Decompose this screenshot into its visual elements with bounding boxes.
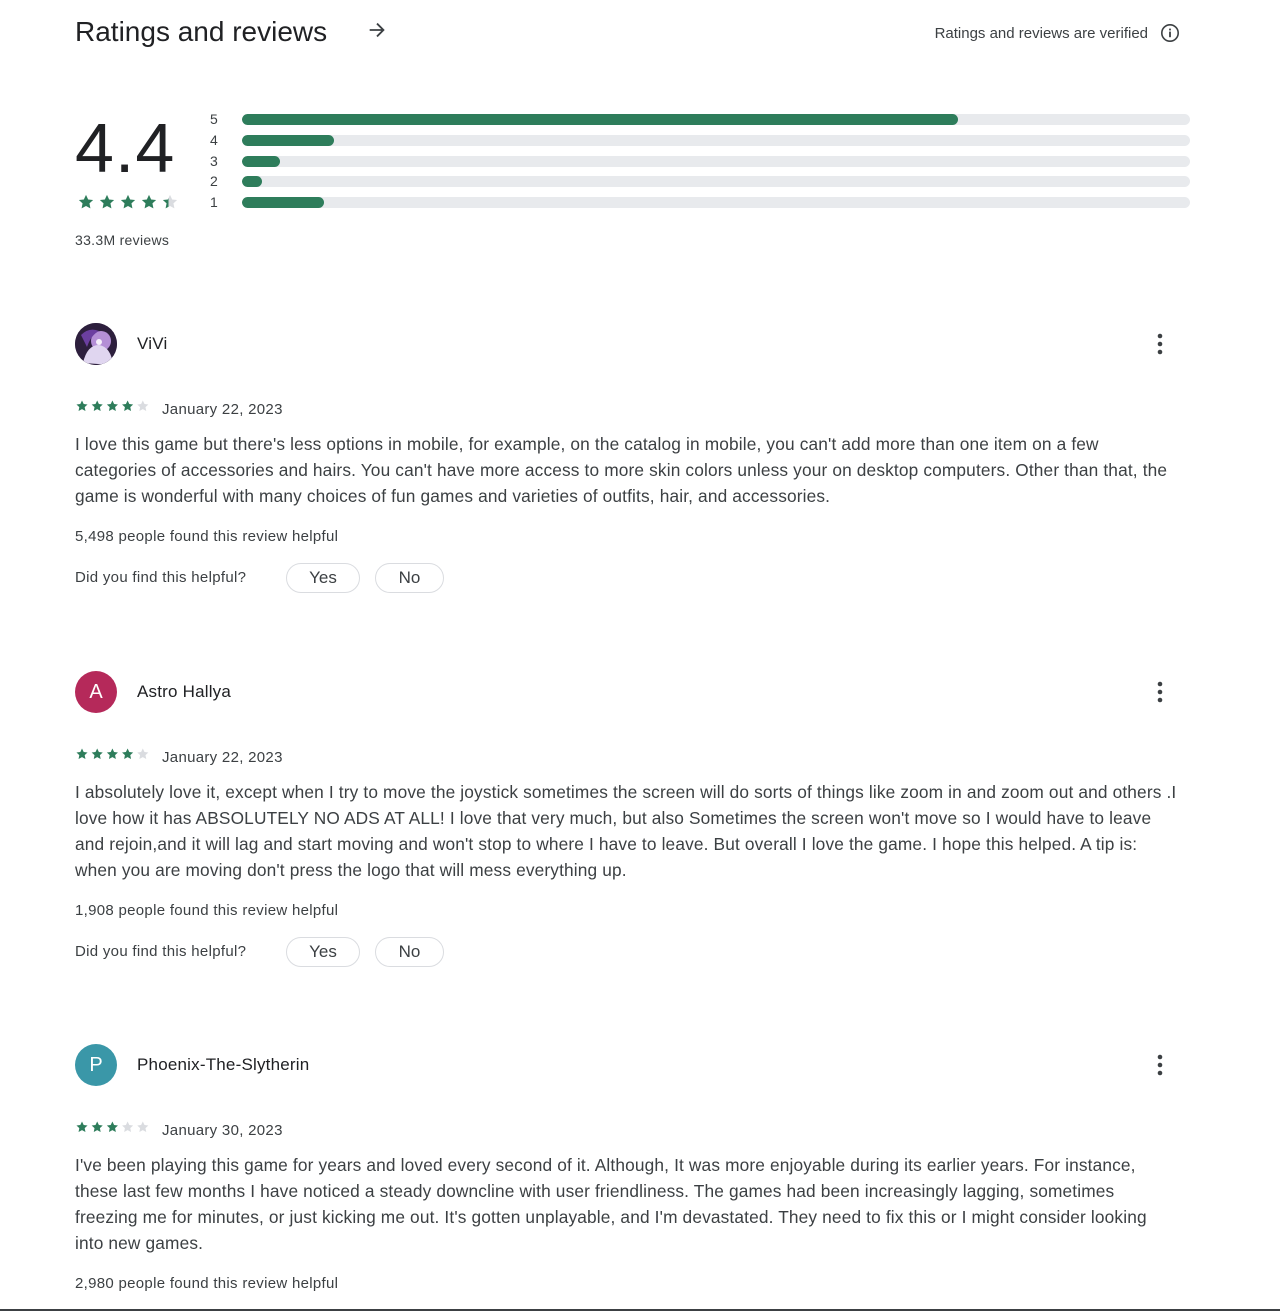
helpful-no-button[interactable]: No <box>375 563 444 593</box>
rating-bar-4 <box>210 132 1190 153</box>
star-icon <box>137 1121 148 1132</box>
review-body: I absolutely love it, except when I try to move the joystick sometimes the screen will do sorts of things like zoom in and zoom out and others .I love how it has ABSOLUTELY NO ADS AT ALL! I love that very much, but also Sometimes the screen won't move so I would have to leave and rejoin,and it will lag and start moving and won't stop to where I have to leave. But overall I love the game. I hope this helped. A tip is: when you are moving don't press the logo that will mess everything up. <box>75 782 1177 880</box>
star-icon <box>137 400 148 411</box>
helpful-yes-button[interactable]: Yes <box>286 937 360 967</box>
rating-bar-label: 4 <box>210 131 218 148</box>
info-icon[interactable] <box>1160 23 1180 43</box>
helpful-no-button[interactable]: No <box>375 937 444 967</box>
verified-text: Ratings and reviews are verified <box>934 25 1148 42</box>
star-icon <box>92 400 103 411</box>
star-icon <box>107 400 118 411</box>
rating-bar-fill <box>242 156 280 167</box>
rating-bar-fill <box>242 114 958 125</box>
star-icon <box>163 195 177 209</box>
rating-bar-fill <box>242 176 262 187</box>
star-icon <box>122 1121 133 1132</box>
helpful-yes-button[interactable]: Yes <box>286 563 360 593</box>
helpful-question: Did you find this helpful? <box>75 943 247 960</box>
more-vert-icon[interactable] <box>1152 332 1168 356</box>
average-stars <box>77 193 179 211</box>
star-icon <box>122 400 133 411</box>
rating-bar-label: 5 <box>210 111 218 127</box>
star-icon <box>79 195 93 209</box>
rating-bar-fill <box>242 135 334 146</box>
star-icon <box>76 1121 87 1132</box>
star-rating-icons <box>75 399 150 413</box>
rating-bar-5 <box>210 111 1190 132</box>
review-date: January 30, 2023 <box>162 1122 283 1139</box>
review-date: January 22, 2023 <box>162 401 283 418</box>
rating-bar-3 <box>210 153 1190 174</box>
avatar-letter: A <box>89 680 103 703</box>
review-stars <box>75 1120 150 1138</box>
star-icon <box>92 748 103 759</box>
more-vert-icon[interactable] <box>1152 1053 1168 1077</box>
star-icon <box>100 195 114 209</box>
avatar <box>75 323 117 365</box>
review-stars <box>75 747 150 765</box>
arrow-forward-icon[interactable] <box>365 18 389 42</box>
review-author: ViVi <box>137 334 168 353</box>
rating-bar-label: 1 <box>210 194 218 211</box>
review-author: Astro Hallya <box>137 682 232 701</box>
helpful-count: 1,908 people found this review helpful <box>75 902 339 919</box>
rating-bar-track <box>242 135 1190 146</box>
star-rating-icons <box>75 1120 150 1134</box>
helpful-count: 2,980 people found this review helpful <box>75 1275 339 1292</box>
review-body: I've been playing this game for years and loved every second of it. Although, It was more enjoyable during its earlier years. For instance, these last few months I have noticed a steady downcline with user friendliness. The games had been increasingly lagging, sometimes freezing me for minutes, or just kicking me out. It's gotten unplayable, and I'm devastated. They need to fix this or I might consider looking into new games. <box>75 1155 1147 1253</box>
star-icon <box>107 1121 118 1132</box>
star-rating-icons <box>77 193 179 211</box>
more-vert-icon[interactable] <box>1152 680 1168 704</box>
rating-distribution <box>210 111 1190 215</box>
star-icon <box>107 748 118 759</box>
rating-bar-1 <box>210 194 1190 215</box>
star-icon <box>76 400 87 411</box>
rating-bar-label: 2 <box>210 173 218 190</box>
star-icon <box>122 748 133 759</box>
avatar <box>75 671 117 713</box>
rating-summary <box>75 110 1190 260</box>
avatar-letter: P <box>89 1053 103 1076</box>
star-icon <box>92 1121 103 1132</box>
average-rating: 4.4 <box>75 109 176 187</box>
review-count: 33.3M reviews <box>75 232 170 248</box>
section-title: Ratings and reviews <box>75 16 328 47</box>
rating-bar-track <box>242 114 1190 125</box>
rating-bar-label: 3 <box>210 152 218 169</box>
star-icon <box>137 748 148 759</box>
avatar-image-icon <box>75 323 117 365</box>
rating-bar-track <box>242 176 1190 187</box>
star-icon <box>76 748 87 759</box>
star-icon <box>142 195 156 209</box>
star-rating-icons <box>75 747 150 761</box>
rating-bar-fill <box>242 197 324 208</box>
rating-bar-2 <box>210 173 1190 194</box>
review-body: I love this game but there's less options in mobile, for example, on the catalog in mobile, you can't add more than one item on a few categories of accessories and hairs. You can't have more access to more skin colors unless your on desktop computers. Other than that, the game is wonderful with many choices of fun games and varieties of outfits, hair, and accessories. <box>75 434 1168 506</box>
rating-bar-track <box>242 197 1190 208</box>
review-author: Phoenix-The-Slytherin <box>137 1055 310 1074</box>
review-stars <box>75 399 150 417</box>
rating-bar-track <box>242 156 1190 167</box>
helpful-count: 5,498 people found this review helpful <box>75 528 339 545</box>
star-icon <box>121 195 135 209</box>
ratings-header <box>75 14 1180 54</box>
avatar <box>75 1044 117 1086</box>
review-date: January 22, 2023 <box>162 749 283 766</box>
helpful-question: Did you find this helpful? <box>75 569 247 586</box>
